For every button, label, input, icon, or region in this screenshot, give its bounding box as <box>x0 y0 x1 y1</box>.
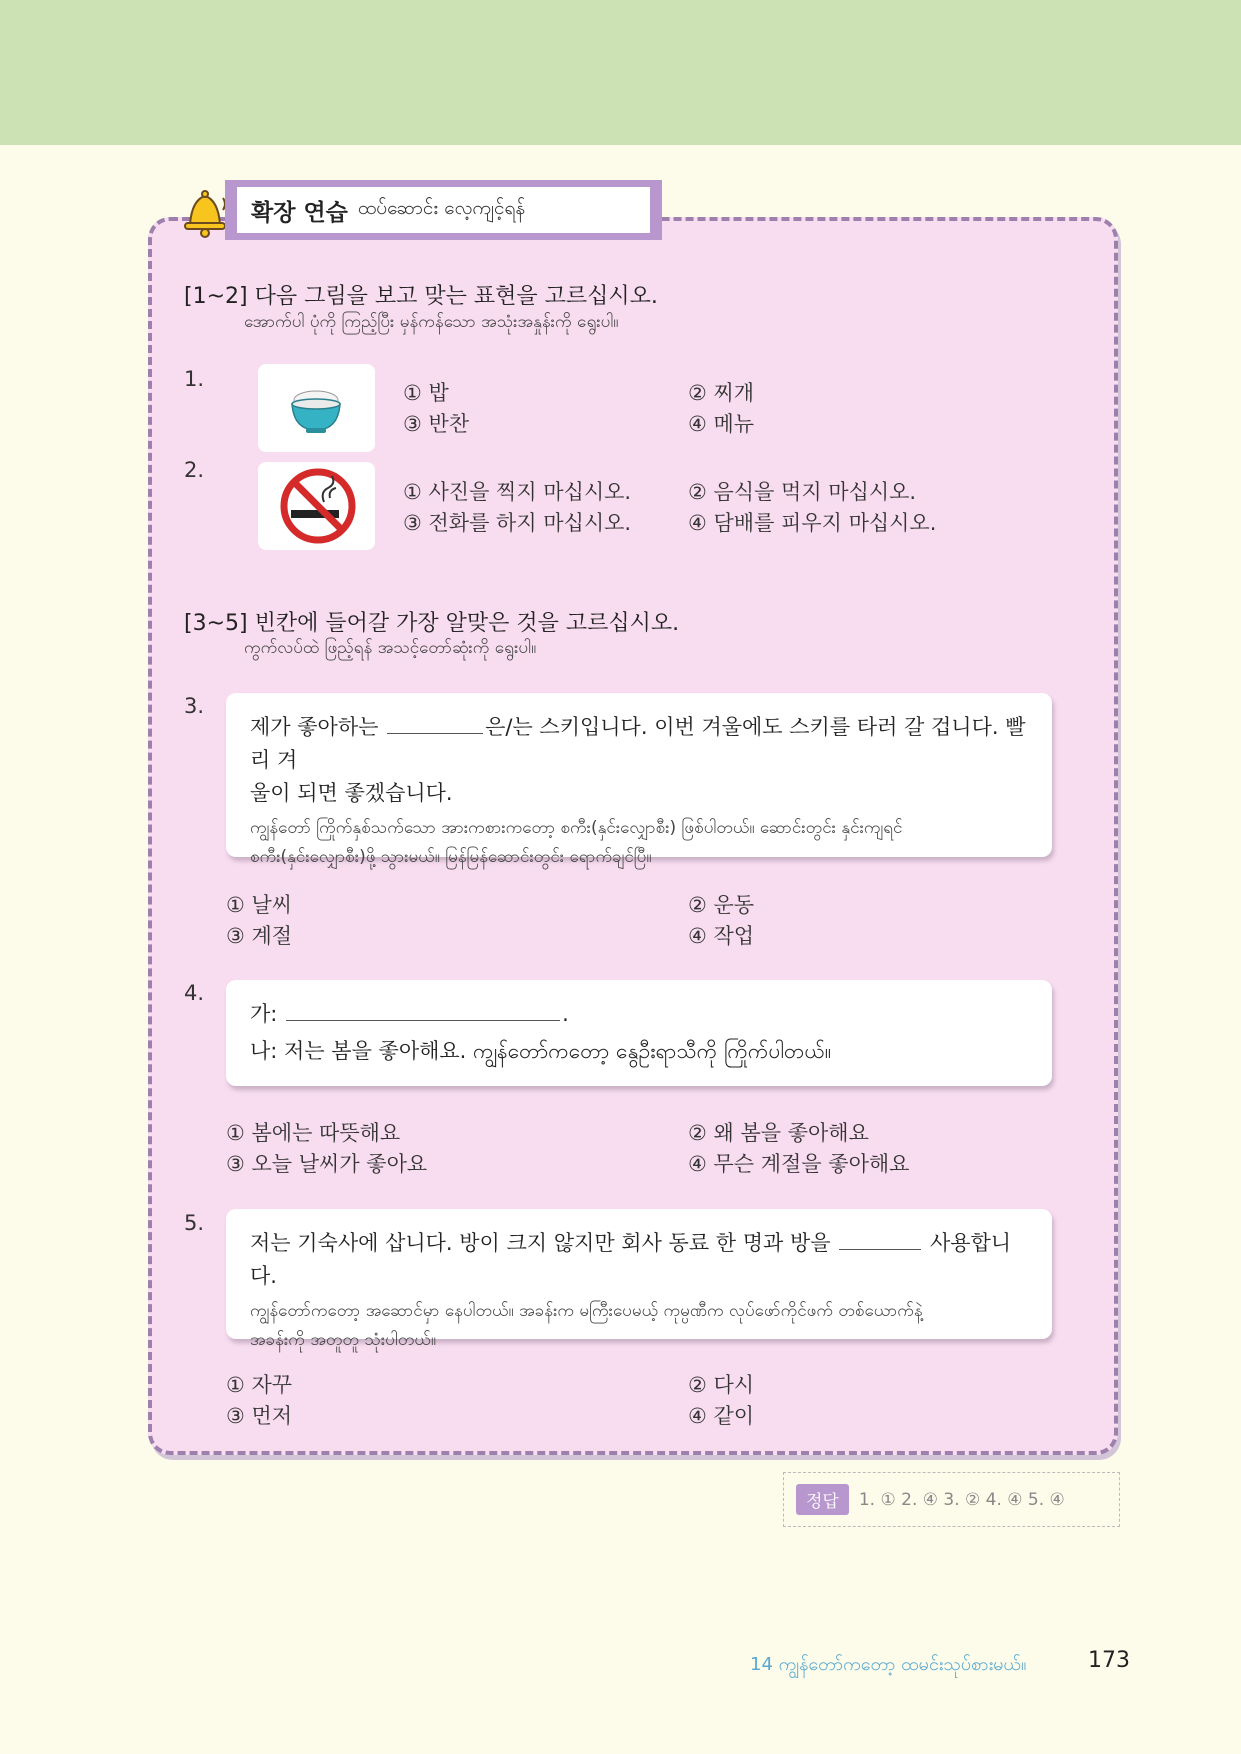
q4-option-2[interactable]: ② 왜 봄을 좋아해요 <box>688 1121 869 1145</box>
q4-line1: 가: . <box>250 1002 569 1026</box>
q2-option-2[interactable]: ② 음식을 먹지 마십시오. <box>688 480 917 504</box>
q2-image <box>258 462 375 550</box>
q3-option-1[interactable]: ① 날씨 <box>226 893 293 917</box>
q1-option-3[interactable]: ③ 반찬 <box>403 412 470 436</box>
q5-option-1[interactable]: ① 자꾸 <box>226 1373 293 1397</box>
q5-blank <box>839 1248 921 1250</box>
q5-option-3[interactable]: ③ 먼저 <box>226 1404 293 1428</box>
q2-option-3[interactable]: ③ 전화를 하지 마십시오. <box>403 511 632 535</box>
title-korean: 확장 연습 <box>251 199 348 226</box>
q2-option-4[interactable]: ④ 담배를 피우지 마십시오. <box>688 511 937 535</box>
q2-number: 2. <box>184 458 205 482</box>
q1-option-1[interactable]: ① 밥 <box>403 381 449 405</box>
answer-key <box>783 1472 1120 1527</box>
q3-option-2[interactable]: ② 운동 <box>688 893 755 917</box>
chapter-title: 14 ကျွန်တော်ကတော့ ထမင်းသုပ်စားမယ်။ <box>750 1654 1027 1675</box>
q5-number: 5. <box>184 1211 205 1235</box>
q5-korean-line: 저는 기숙사에 삽니다. 방이 크지 않지만 회사 동료 한 명과 방을 사용합니다. <box>250 1231 1012 1288</box>
bell-icon <box>180 186 230 238</box>
q5-card <box>226 1209 1052 1350</box>
q1-option-4[interactable]: ④ 메뉴 <box>688 412 755 436</box>
q3-burmese-line1: ကျွန်တော် ကြိုက်နှစ်သက်သော အားကစားကတော့ စကီး(နှင်းလျှောစီး) ဖြစ်ပါတယ်။ ဆောင်းတွင်း နှင်းကျရင် <box>250 818 903 838</box>
q5-burmese-line2: အခန်းကို အတူတူ သုံးပါတယ်။ <box>250 1330 437 1350</box>
section1-instruction-my: အောက်ပါ ပုံကို ကြည့်ပြီး မှန်ကန်သော အသုံးအနှုန်းကို ရွေးပါ။ <box>244 312 619 332</box>
section2-instruction-my: ကွက်လပ်ထဲ ဖြည့်ရန် အသင့်တော်ဆုံးကို ရွေးပါ။ <box>244 638 537 658</box>
q5-burmese-line1: ကျွန်တော်ကတော့ အဆောင်မှာ နေပါတယ်။ အခန်းက မကြီးပေမယ့် ကုမ္ပဏီက လုပ်ဖော်ကိုင်ဖက် တစ်ယောက်နဲ့ <box>250 1301 923 1321</box>
q3-number: 3. <box>184 694 205 718</box>
q1-number: 1. <box>184 367 205 391</box>
q4-line2: 나: 저는 봄을 좋아해요. ကျွန်တော်ကတော့ နွေဦးရာသီကို ကြိုက်ပါတယ်။ <box>250 1039 832 1063</box>
section-title-banner <box>225 180 662 240</box>
title-burmese: ထပ်ဆောင်း လေ့ကျင့်ရန် <box>357 197 526 219</box>
q1-image <box>258 364 375 452</box>
rice-bowl-icon <box>258 364 375 452</box>
answer-values: 1. ① 2. ④ 3. ② 4. ④ 5. ④ <box>858 1489 1065 1510</box>
q3-option-4[interactable]: ④ 작업 <box>688 924 755 948</box>
q3-korean-line2: 울이 되면 좋겠습니다. <box>250 781 453 805</box>
q3-option-3[interactable]: ③ 계절 <box>226 924 293 948</box>
section2-instruction-ko: [3~5] 빈칸에 들어갈 가장 알맞은 것을 고르십시오. <box>184 611 680 636</box>
q4-number: 4. <box>184 981 205 1005</box>
q1-option-2[interactable]: ② 찌개 <box>688 381 755 405</box>
q5-option-4[interactable]: ④ 같이 <box>688 1404 755 1428</box>
q4-option-4[interactable]: ④ 무슨 계절을 좋아해요 <box>688 1152 910 1176</box>
q3-blank <box>387 732 483 734</box>
q4-option-3[interactable]: ③ 오늘 날씨가 좋아요 <box>226 1152 428 1176</box>
q4-card <box>226 980 1052 1086</box>
q5-option-2[interactable]: ② 다시 <box>688 1373 755 1397</box>
q3-card <box>226 693 1052 867</box>
q3-korean-line1: 제가 좋아하는 은/는 스키입니다. 이번 겨울에도 스키를 타러 갈 겁니다. 빨리 겨 <box>250 715 1026 772</box>
section1-instruction-ko: [1~2] 다음 그림을 보고 맞는 표현을 고르십시오. <box>184 284 658 309</box>
no-smoking-icon <box>258 462 375 550</box>
q3-burmese-line2: စကီး(နှင်းလျှောစီး)ဖို့ သွားမယ်။ မြန်မြန်ဆောင်းတွင်း ရောက်ချင်ပြီ။ <box>250 847 652 867</box>
page-number: 173 <box>1088 1648 1130 1673</box>
top-color-band <box>0 0 1241 145</box>
q4-option-1[interactable]: ① 봄에는 따뜻해요 <box>226 1121 401 1145</box>
q2-option-1[interactable]: ① 사진을 찍지 마십시오. <box>403 480 632 504</box>
q4-blank <box>286 1019 560 1021</box>
answer-label: 정답 <box>796 1484 849 1515</box>
